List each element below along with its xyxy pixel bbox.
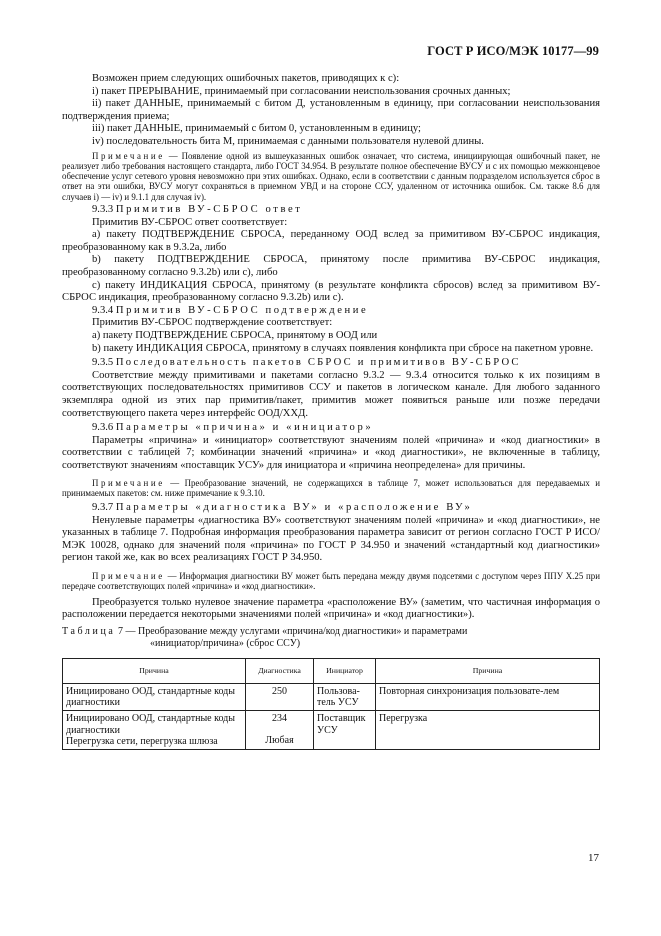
section-lead: Примитив ВУ-СБРОС подтверждение соответствует: xyxy=(92,317,333,329)
note-text: — Информация диагностики ВУ может быть передана между двумя подсетями с доступом через ППУ Х.25 при передаче соответствующих полей «причина» и «код диагностики». xyxy=(62,571,600,592)
list-item: а) пакету ПОДТВЕРЖДЕНИЕ СБРОСА, переданному ООД вслед за примитивом ВУ-СБРОС индикация, преобразованному как в 9.3.2а, либо xyxy=(62,229,600,253)
table-header-row xyxy=(63,658,600,683)
table-cell xyxy=(246,711,314,750)
section-number: 9.3.7 xyxy=(92,502,114,514)
section-title: Последовательность пакетов СБРОС и примитивов ВУ-СБРОС xyxy=(115,357,521,369)
column-header: Причина xyxy=(376,658,600,683)
column-header: Инициатор xyxy=(314,658,376,683)
table-cell: Перегрузка xyxy=(376,711,600,750)
table-caption-label: Таблица xyxy=(62,625,116,637)
list-item: b) пакету ИНДИКАЦИЯ СБРОСА, принятому в случаях появления конфликта при сбросе на пакетном уровне. xyxy=(92,342,594,354)
table-cell xyxy=(63,711,246,750)
page-number: 17 xyxy=(588,852,599,864)
page-content xyxy=(62,73,600,750)
section-title: Параметры «причина» и «инициатор» xyxy=(115,422,374,434)
cell-line: Перегрузка сети, перегрузка шлюза xyxy=(66,736,218,748)
note-text: — Преобразование значений, не содержащихся в таблице 7, может использоваться для передаваемых и принимаемых пакетов: см. ниже примечание к 9.3.10. xyxy=(62,477,600,498)
table-caption-text: 7 — Преобразование между услугами «причина/код диагностики» и параметрами xyxy=(115,625,468,637)
table-cell: Инициировано ООД, стандартные коды диагностики xyxy=(63,683,246,711)
table-caption xyxy=(62,626,600,650)
section-number: 9.3.4 xyxy=(92,304,114,316)
note-label: Примечание xyxy=(92,477,165,488)
table-cell: Повторная синхронизация пользовате-лем xyxy=(376,683,600,711)
cell-line: Инициировано ООД, стандартные коды диагностики xyxy=(66,713,235,736)
cell-line: 234 xyxy=(272,713,287,725)
column-header: Диагностика xyxy=(246,658,314,683)
conversion-table xyxy=(62,658,600,750)
list-item: ii) пакет ДАННЫЕ, принимаемый с битом Д, установленным в единицу, при согласовании неиспользования подтверждения приема; xyxy=(62,98,600,122)
table-row xyxy=(63,711,600,750)
section-number: 9.3.5 xyxy=(92,357,114,369)
document-header: ГОСТ Р ИСО/МЭК 10177—99 xyxy=(427,44,599,58)
section-paragraph: Ненулевые параметры «диагностика ВУ» соответствуют значениям полей «причина» и «код диагностики», не указанных в таблице 7. Подробная информация преобразования параметра зависит от регион согласно ГОСТ Р ИСО/МЭК 10028, однако для значений поля «причина» по ГОСТ Р 34.950 и значений «стандартный код диагностики» регион такой же, как во всех реализациях ГОСТ Р 34.950. xyxy=(62,514,600,564)
section-heading-934 xyxy=(62,305,600,318)
section-heading-937 xyxy=(62,502,600,515)
table-caption-text-line2: «инициатор/причина» (сброс ССУ) xyxy=(150,637,301,649)
note-label: Примечание xyxy=(92,150,165,161)
table-cell: Пользова-тель УСУ xyxy=(314,683,376,711)
section-title: Примитив ВУ-СБРОС ответ xyxy=(115,204,303,216)
note-label: Примечание xyxy=(92,571,165,582)
list-item: b) пакету ПОДТВЕРЖДЕНИЕ СБРОСА, принятому после примитива ВУ-СБРОС индикация, преобразованному согласно 9.3.2b) или с), либо xyxy=(62,254,600,279)
section-heading-933 xyxy=(62,204,600,217)
list-item: с) пакету ИНДИКАЦИЯ СБРОСА, принятому (в результате конфликта сбросов) вслед за примитивом ВУ-СБРОС индикация, преобразованному согласно 9.3.2b) или с). xyxy=(62,279,600,304)
section-title: Параметры «диагностика ВУ» и «расположение ВУ» xyxy=(115,502,473,514)
list-item: i) пакет ПРЕРЫВАНИЕ, принимаемый при согласовании неиспользования срочных данных; xyxy=(92,85,511,97)
table-cell: 250 xyxy=(246,683,314,711)
section-paragraph: Параметры «причина» и «инициатор» соответствуют значениям полей «причина» и «код диагностики» в соответствии с таблицей 7; комбинации значений «причина» и «код диагностики», не включенные в таблицу, соответствуют значениям «поставщик УСУ» для инициатора и «причина неопределена» для причины. xyxy=(62,434,600,471)
section-number: 9.3.3 xyxy=(92,204,114,216)
note-text: — Появление одной из вышеуказанных ошибок означает, что система, инициирующая ошибочный пакет, не реализует либо требования настоящего стандарта, либо ГОСТ 34.954. В результате полное обеспечение ВУСУ и с их помощью межконцевое обеспечение услуг сетевого уровня невозможно при этих ошибках. Однако, если в соответствии с данным подразделом используется сброс в ответ на эти ошибки, ВУСУ могут сохраняться в приемном УВД и на стороне ССУ, удаленном от источника ошибок. См. также 8.6 для случаев i) — iv) и 9.1.1 для случая iv). xyxy=(62,150,600,202)
section-heading-935 xyxy=(62,357,600,370)
section-title: Примитив ВУ-СБРОС подтверждение xyxy=(115,304,369,316)
note-2 xyxy=(62,478,600,499)
list-item: а) пакету ПОДТВЕРЖДЕНИЕ СБРОСА, принятому в ООД или xyxy=(92,329,378,341)
note-1 xyxy=(62,151,600,202)
section-number: 9.3.6 xyxy=(92,422,114,434)
table-row xyxy=(63,683,600,711)
list-item: iii) пакет ДАННЫЕ, принимаемый с битом 0, установленным в единицу; xyxy=(92,123,421,135)
section-paragraph: Соответствие между примитивами и пакетами согласно 9.3.2 — 9.3.4 относится только к их позициям в соответствующих последовательностях примитивов ССУ и пакетов в логическом канале. Для любого заданного экземпляра одной из этих пар примитив/пакет, примитив может появиться раньше или позже передачи соответствующего пакета через интерфейс ООД/ХХД. xyxy=(62,369,600,419)
list-item: iv) последовательность бита М, принимаемая с данными пользователя нулевой длины. xyxy=(92,135,484,147)
column-header: Причина xyxy=(63,658,246,683)
table-cell: Поставщик УСУ xyxy=(314,711,376,750)
note-3 xyxy=(62,571,600,592)
section-lead: Примитив ВУ-СБРОС ответ соответствует: xyxy=(92,216,288,228)
section-paragraph: Преобразуется только нулевое значение параметра «расположение ВУ» (заметим, что частичная информация о расположении передается некоторыми значениями полей «причина» и «код диагностики»). xyxy=(62,596,600,621)
intro-paragraph: Возможен прием следующих ошибочных пакетов, приводящих к с): xyxy=(92,73,400,84)
cell-line: Любая xyxy=(265,734,294,746)
section-heading-936 xyxy=(62,422,600,435)
